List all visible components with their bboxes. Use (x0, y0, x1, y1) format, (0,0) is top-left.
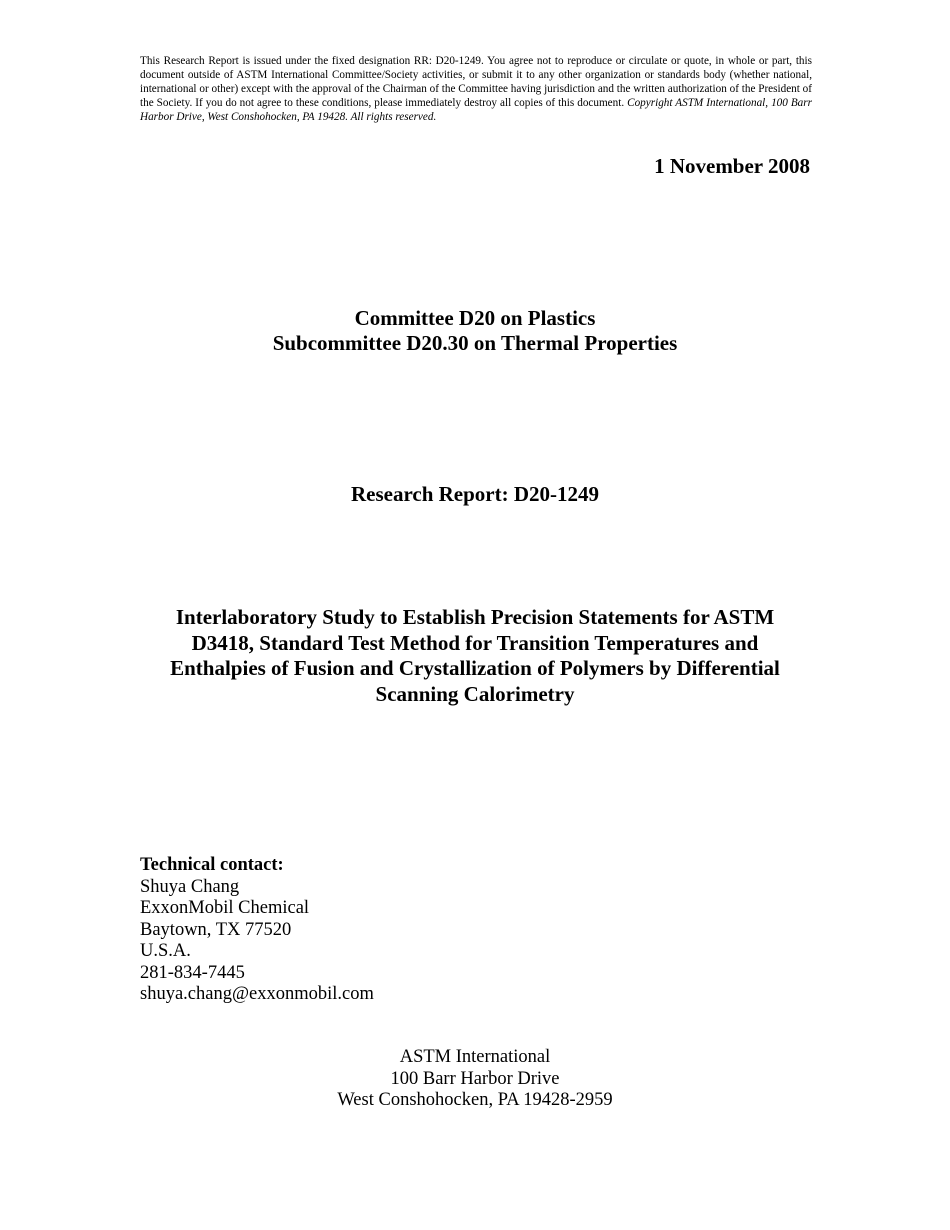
copyright-line: Copyright ASTM International, 100 Barr Harbor Drive, West Conshohocken, PA 19428. All rights reserved. (140, 97, 812, 123)
committee-block (0, 306, 950, 356)
report-date: 1 November 2008 (654, 154, 810, 178)
study-title: Interlaboratory Study to Establish Precision Statements for ASTM D3418, Standard Test Method for Transition Temperatures and Enthalpies of Fusion and Crystallization of Polymers by Differential Scanning Calorimetry (170, 605, 780, 706)
contact-email: shuya.chang@exxonmobil.com (140, 984, 374, 1004)
report-id: Research Report: D20-1249 (350, 482, 600, 506)
contact-country: U.S.A. (140, 941, 191, 961)
contact-company: ExxonMobil Chemical (140, 898, 310, 918)
address-city: West Conshohocken, PA 19428-2959 (337, 1090, 613, 1110)
copyright-notice (140, 54, 812, 124)
contact-city: Baytown, TX 77520 (140, 919, 292, 940)
address-street: 100 Barr Harbor Drive (390, 1068, 560, 1089)
technical-contact (140, 855, 374, 1006)
astm-address (0, 1047, 950, 1112)
subcommittee-name: Subcommittee D20.30 on Thermal Properties (272, 331, 678, 355)
contact-heading: Technical contact: (140, 855, 284, 875)
notice-text: This Research Report is issued under the fixed designation RR: D20-1249. You agree not to reproduce or circulate or quote, in whole or part, this document outside of ASTM International Committee/Society activities, or submit it to any other organization or standards body (whether national, international or other) except with the approval of the Chairman of the Committee having jurisdiction and the written authorization of the President of the Society. If you do not agree to these conditions, please immediately destroy all copies of this document. (140, 55, 812, 109)
address-org: ASTM International (399, 1047, 551, 1067)
contact-name: Shuya Chang (140, 876, 240, 897)
contact-phone: 281-834-7445 (140, 962, 245, 983)
committee-name: Committee D20 on Plastics (354, 306, 596, 330)
